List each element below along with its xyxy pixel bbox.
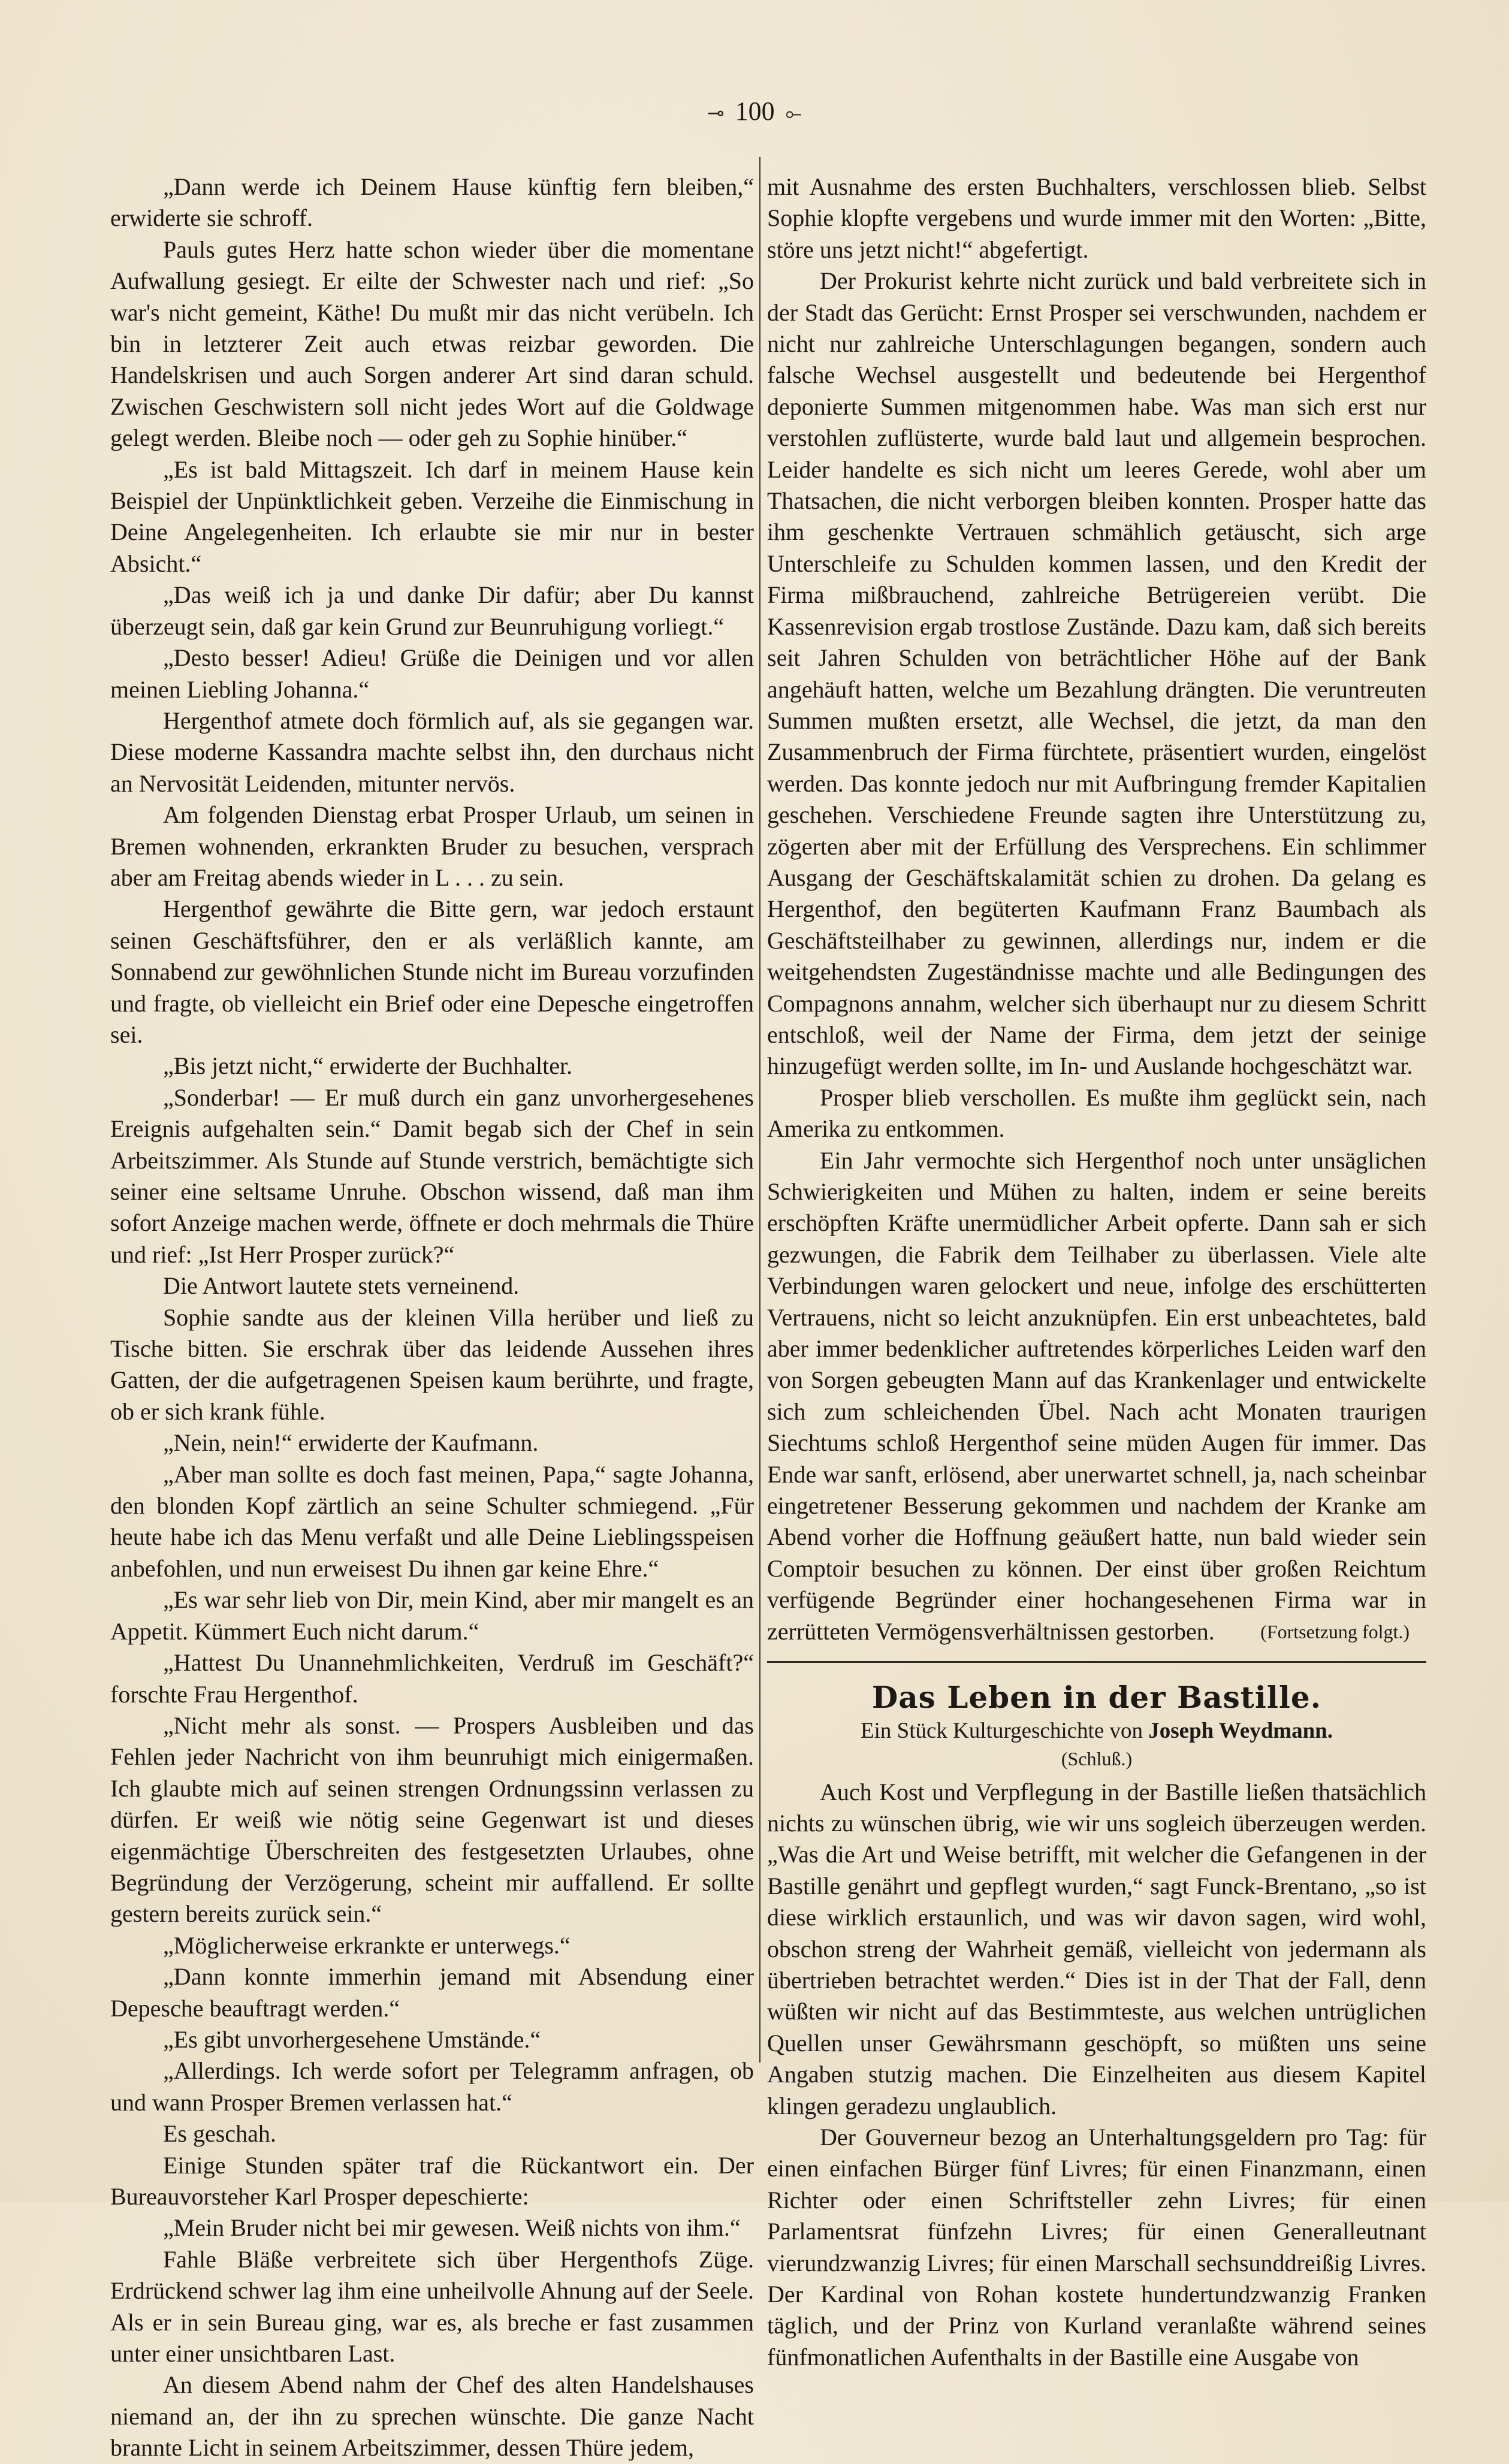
paragraph: „Allerdings. Ich werde sofort per Telegramm anfragen, ob und wann Prosper Bremen verlassen hat.“ xyxy=(110,2057,754,2116)
paragraph: Einige Stunden später traf die Rückantwort ein. Der Bureauvorsteher Karl Prosper depeschierte: xyxy=(110,2151,754,2210)
paragraph: „Es ist bald Mittagszeit. Ich darf in meinem Hause kein Beispiel der Unpünktlichkeit geben. Verzeihe die Einmischung in Deine Angelegenheiten. Ich erlaubte sie mir nur in bester Absicht.“ xyxy=(110,455,754,577)
paragraph: Ein Jahr vermochte sich Hergenthof noch unter unsäglichen Schwierigkeiten und Mühen zu halten, indem er seine bereits erschöpften Kräfte unermüdlicher Arbeit opferte. Dann sah er sich gezwungen, die Fabrik dem Teilhaber zu überlassen. Viele alte Verbindungen waren gelockert und neue, infolge des erschütterten Vertrauens, nicht so leicht anzuknüpfen. Ein erst unbeachtetes, bald aber immer bedenklicher auftretendes körperliches Leiden warf den von Sorgen gebeugten Mann auf das Krankenlager und entwickelte sich zum schleichenden Übel. Nach acht Monaten traurigen Siechtums schloß Hergenthof seine müden Augen für immer. Das Ende war sanft, erlösend, aber unerwartet schnell, ja, nach scheinbar eingetretener Besserung gekommen und nachdem der Kranke am Abend vorher die Hoffnung geäußert hatte, nun bald wieder sein Comptoir besuchen zu können. Der einst über großen Reichtum verfügende Begründer einer hochangesehenen Firma war in zerrütteten Vermögensverhältnissen gestorben. xyxy=(767,1146,1426,1645)
paragraph: Fahle Bläße verbreitete sich über Hergenthofs Züge. Erdrückend schwer lag ihm eine unheilvolle Ahnung auf der Seele. Als er in sein Bureau ging, war es, als breche er fast zusammen unter einer unsichtbaren Last. xyxy=(110,2245,754,2368)
to-be-continued-note: (Fortsetzung folgt.) xyxy=(1260,1621,1410,1643)
left-column xyxy=(110,171,754,2464)
paragraph: Sophie sandte aus der kleinen Villa herüber und ließ zu Tische bitten. Sie erschrak über das leidende Aussehen ihres Gatten, der die aufgetragenen Speisen kaum berührte, und fragte, ob er sich krank fühle. xyxy=(110,1303,754,1425)
article-title: Das Leben in der Bastille. xyxy=(871,1679,1322,1715)
paragraph: Prosper blieb verschollen. Es mußte ihm geglückt sein, nach Amerika zu entkommen. xyxy=(767,1083,1426,1143)
paragraph: „Bis jetzt nicht,“ erwiderte der Buchhalter. xyxy=(163,1052,573,1080)
paragraph: „Nein, nein!“ erwiderte der Kaufmann. xyxy=(163,1429,539,1457)
page-header xyxy=(0,96,1509,126)
paragraph: „Hattest Du Unannehmlichkeiten, Verdruß im Geschäft?“ forschte Frau Hergenthof. xyxy=(110,1649,754,1708)
paragraph: An diesem Abend nahm der Chef des alten Handelshauses niemand an, der ihn zu sprechen wünschte. Die ganze Nacht brannte Licht in seinem Arbeitszimmer, dessen Thüre jedem, xyxy=(110,2371,754,2462)
paragraph: Hergenthof gewährte die Bitte gern, war jedoch erstaunt seinen Geschäftsführer, den er als verläßlich kannte, am Sonnabend zur gewöhnlichen Stunde nicht im Bureau vorzufinden und fragte, ob vielleicht ein Brief oder eine Depesche eingetroffen sei. xyxy=(110,895,754,1048)
article-part-label: (Schluß.) xyxy=(1061,1747,1133,1770)
column-divider xyxy=(759,157,760,2063)
paragraph: „Es war sehr lieb von Dir, mein Kind, aber mir mangelt es an Appetit. Kümmert Euch nicht darum.“ xyxy=(110,1586,754,1645)
subtitle-text: Ein Stück Kulturgeschichte von xyxy=(861,1718,1143,1743)
paragraph: „Aber man sollte es doch fast meinen, Papa,“ sagte Johanna, den blonden Kopf zärtlich an seine Schulter schmiegend. „Für heute habe ich das Menu verfaßt und alle Deine Lieblingsspeisen anbefohlen, und nun erweisest Du ihnen gar keine Ehre.“ xyxy=(110,1460,754,1582)
paragraph: Auch Kost und Verpflegung in der Bastille ließen thatsächlich nichts zu wünschen übrig, wie wir uns sogleich überzeugen werden. „Was die Art und Weise betrifft, mit welcher die Gefangenen in der Bastille genährt und gepflegt wurden,“ sagt Funck-Brentano, „so ist diese wirklich erstaunlich, und was wir davon sagen, wird wohl, obschon streng der Wahrheit gemäß, vielleicht von jedermann als übertrieben betrachtet werden.“ Dies ist in der That der Fall, denn wüßten wir nicht auf das Bestimmteste, aus welchen untrüglichen Quellen unser Gewährsmann geschöpft, so müßten uns seine Angaben stutzig machen. Die Einzelheiten aus diesem Kapitel klingen geradezu unglaublich. xyxy=(767,1778,1426,2119)
paragraph: Es geschah. xyxy=(163,2120,276,2148)
paragraph: Der Gouverneur bezog an Unterhaltungsgeldern pro Tag: für einen einfachen Bürger fünf Livres; für einen Finanzmann, einen Richter oder einen Schriftsteller zehn Livres; für einen Parlamentsrat fünfzehn Livres; für einen Generalleutnant vierundzwanzig Livres; für einen Marschall sechsunddreißig Livres. Der Kardinal von Rohan kostete hundertundzwanzig Franken täglich, und der Prinz von Kurland veranlaßte während seines fünfmonatlichen Aufenthalts in der Bastille eine Ausgabe von xyxy=(767,2123,1426,2371)
paragraph: „Das weiß ich ja und danke Dir dafür; aber Du kannst überzeugt sein, daß gar kein Grund zur Beunruhigung vorliegt.“ xyxy=(110,581,754,640)
paragraph: „Es gibt unvorhergesehene Umstände.“ xyxy=(163,2025,541,2053)
paragraph: Der Prokurist kehrte nicht zurück und bald verbreitete sich in der Stadt das Gerücht: Ernst Prosper sei verschwunden, nachdem er nicht nur zahlreiche Unterschlagungen begangen, sondern auch falsche Wechsel ausgestellt und bedeutende bei Hergenthof deponierte Summen mitgenommen habe. Was man sich erst nur verstohlen zuflüsterte, wurde bald laut und allgemein besprochen. Leider handelte es sich nicht um leeres Gerede, wohl aber um Thatsachen, die nicht verborgen bleiben konnten. Prosper hatte das ihm geschenkte Vertrauen schmählich getäuscht, sich arge Unterschleife zu Schulden kommen lassen, und den Kredit der Firma mißbrauchend, zahlreiche Betrügereien verübt. Die Kassenrevision ergab trostlose Zustände. Dazu kam, daß sich bereits seit Jahren Schulden von beträchtlicher Höhe auf der Bank angehäuft hatten, welche um Bezahlung drängten. Die veruntreuten Summen mußten ersetzt, alle Wechsel, die jetzt, da man den Zusammenbruch der Firma fürchtete, präsentiert wurden, eingelöst werden. Das konnte jedoch nur mit Aufbringung fremder Kapitalien geschehen. Verschiedene Freunde sagten ihre Unterstützung zu, zögerten aber mit der Erfüllung des Versprechens. Ein schlimmer Ausgang der Geschäftskalamität schien zu drohen. Da gelang es Hergenthof, den begüterten Kaufmann Franz Baumbach als Geschäftsteilhaber zu gewinnen, allerdings nur, indem er die weitgehendsten Zugeständnisse machte und alle Bedingungen des Compagnons annahm, welcher sich überhaupt nur zu diesem Schritt entschloß, weil der Name der Firma, dem jetzt der seinige hinzugefügt werden sollte, im In- und Auslande hochgeschätzt war. xyxy=(767,267,1426,1080)
page-number: 100 xyxy=(735,96,775,126)
paragraph: „Sonderbar! — Er muß durch ein ganz unvorhergesehenes Ereignis aufgehalten sein.“ Damit begab sich der Chef in sein Arbeitszimmer. Als Stunde auf Stunde verstrich, bemächtigte sich seiner eine seltsame Unruhe. Obschon wissend, daß man ihm sofort Anzeige machen werde, öffnete er doch mehrmals die Thüre und rief: „Ist Herr Prosper zurück?“ xyxy=(110,1083,754,1268)
paragraph: „Nicht mehr als sonst. — Prospers Ausbleiben und das Fehlen jeder Nachricht von ihm beunruhigt mich einigermaßen. Ich glaubte mich auf seinen strengen Ordnungssinn verlassen zu dürfen. Er weiß wie nötig seine Gegenwart ist und dieses eigenmächtige Überschreiten des festgesetzten Urlaubes, ohne Begründung der Verzögerung, scheint mir auffallend. Er sollte gestern bereits zurück sein.“ xyxy=(110,1711,754,1928)
paragraph: Pauls gutes Herz hatte schon wieder über die momentane Aufwallung gesiegt. Er eilte der Schwester nach und rief: „So war's nicht gemeint, Käthe! Du mußt mir das nicht verübeln. Ich bin in letzterer Zeit auch etwas reizbar geworden. Die Handelskrisen und auch Sorgen anderer Art sind daran schuld. Zwischen Geschwistern soll nicht jedes Wort auf die Goldwage gelegt werden. Bleibe noch — oder geh zu Sophie hinüber.“ xyxy=(110,235,754,452)
paragraph: mit Ausnahme des ersten Buchhalters, verschlossen blieb. Selbst Sophie klopfte vergebens und wurde immer mit den Worten: „Bitte, störe uns jetzt nicht!“ abgefertigt. xyxy=(767,173,1426,263)
article-body xyxy=(767,1777,1426,2374)
paragraph: „Dann konnte immerhin jemand mit Absendung einer Depesche beauftragt werden.“ xyxy=(110,1963,754,2022)
article-subtitle xyxy=(767,1717,1426,1746)
paragraph: „Mein Bruder nicht bei mir gewesen. Weiß nichts von ihm.“ xyxy=(163,2214,741,2242)
paragraph: „Desto besser! Adieu! Grüße die Deinigen und vor allen meinen Liebling Johanna.“ xyxy=(110,644,754,703)
article-author: Joseph Weydmann. xyxy=(1148,1718,1333,1743)
section-divider xyxy=(767,1661,1426,1663)
paragraph: Die Antwort lautete stets verneinend. xyxy=(163,1272,520,1300)
paragraph: „Dann werde ich Deinem Hause künftig fern bleiben,“ erwiderte sie schroff. xyxy=(110,173,754,232)
paragraph: Hergenthof atmete doch förmlich auf, als sie gegangen war. Diese moderne Kassandra machte selbst ihn, den durchaus nicht an Nervosität Leidenden, mitunter nervös. xyxy=(110,706,754,797)
paragraph: „Möglicherweise erkrankte er unterwegs.“ xyxy=(163,1931,571,1959)
ornament-left-icon: ⊸ xyxy=(707,102,725,125)
ornament-right-icon: ⟜ xyxy=(785,102,802,125)
right-column xyxy=(767,171,1426,2373)
paragraph: Am folgenden Dienstag erbat Prosper Urlaub, um seinen in Bremen wohnenden, erkrankten Bruder zu besuchen, versprach aber am Freitag abends wieder in L . . . zu sein. xyxy=(110,801,754,891)
story-continuation xyxy=(767,171,1426,1647)
